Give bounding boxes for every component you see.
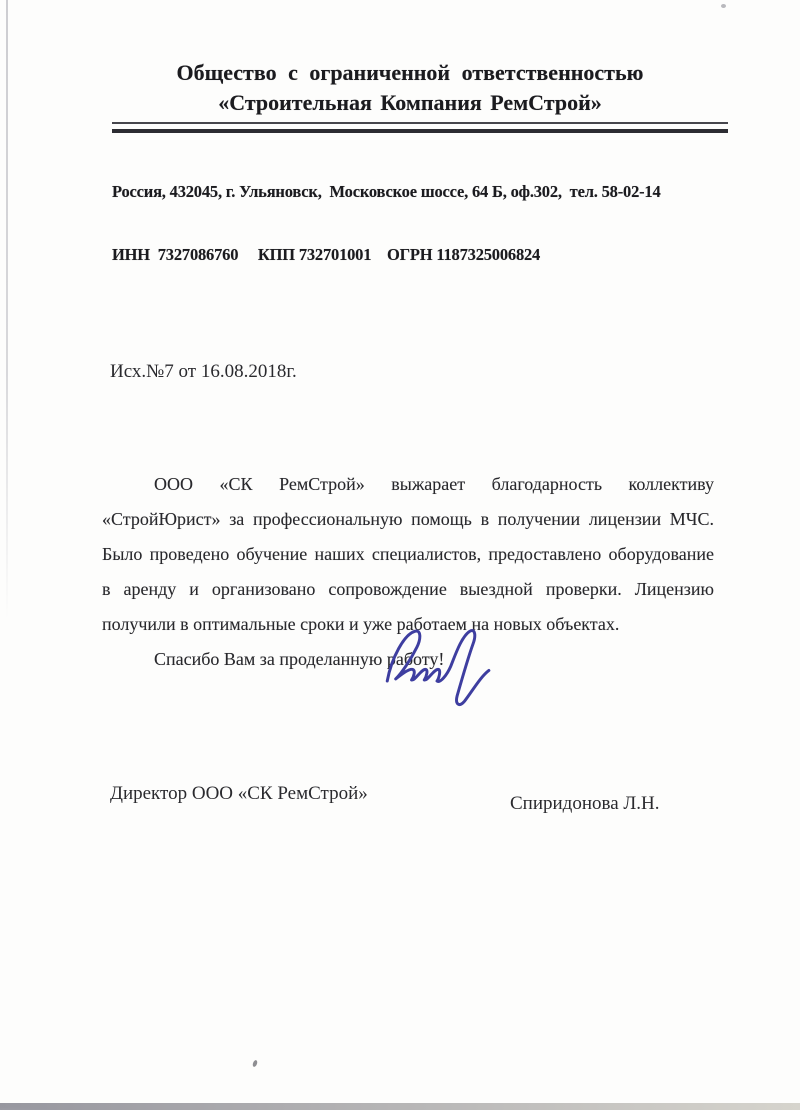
- address-line: Россия, 432045, г. Ульяновск, Московское шоссе, 64 Б, оф.302, тел. 58-02-14: [112, 182, 661, 201]
- outgoing-ref: Исх.№7 от 16.08.2018г.: [110, 361, 297, 382]
- org-name-line: «Строительная Компания РемСтрой»: [218, 90, 602, 115]
- signature-title: Директор ООО «СК РемСтрой»: [110, 783, 368, 804]
- org-type-line: Общество с ограниченной ответственностью: [176, 60, 644, 85]
- body-line: получили в оптимальные сроки и уже работаем на новых объектах.: [102, 614, 620, 634]
- contact-block: [112, 139, 740, 307]
- bottom-scan-band: [0, 1103, 800, 1110]
- body-line: Было проведено обучение наших специалистов, предоставлено оборудование: [102, 544, 714, 564]
- left-scan-line: [6, 0, 8, 620]
- body-line: в аренду и организовано сопровождение выездной проверки. Лицензию: [102, 579, 714, 599]
- registration-line: ИНН 7327086760 КПП 732701001 ОГРН 1187325006824: [112, 245, 541, 264]
- header-rule: [112, 122, 728, 133]
- closing-line: Спасибо Вам за проделанную работу!: [154, 649, 445, 669]
- body-line: «СтройЮрист» за профессиональную помощь в получении лицензии МЧС.: [102, 509, 714, 529]
- body-line: ООО «СК РемСтрой» выжарает благодарность коллективу: [154, 474, 714, 494]
- signer-name: Спиридонова Л.Н.: [510, 793, 660, 814]
- scan-speck-top: [721, 4, 726, 8]
- signature-block: [110, 781, 800, 851]
- signature-autograph: [378, 626, 496, 716]
- scan-speck-bottom: [252, 1060, 258, 1068]
- right-scan-band: [789, 20, 800, 1102]
- letterhead: [100, 58, 720, 118]
- signature-stroke: [387, 631, 489, 705]
